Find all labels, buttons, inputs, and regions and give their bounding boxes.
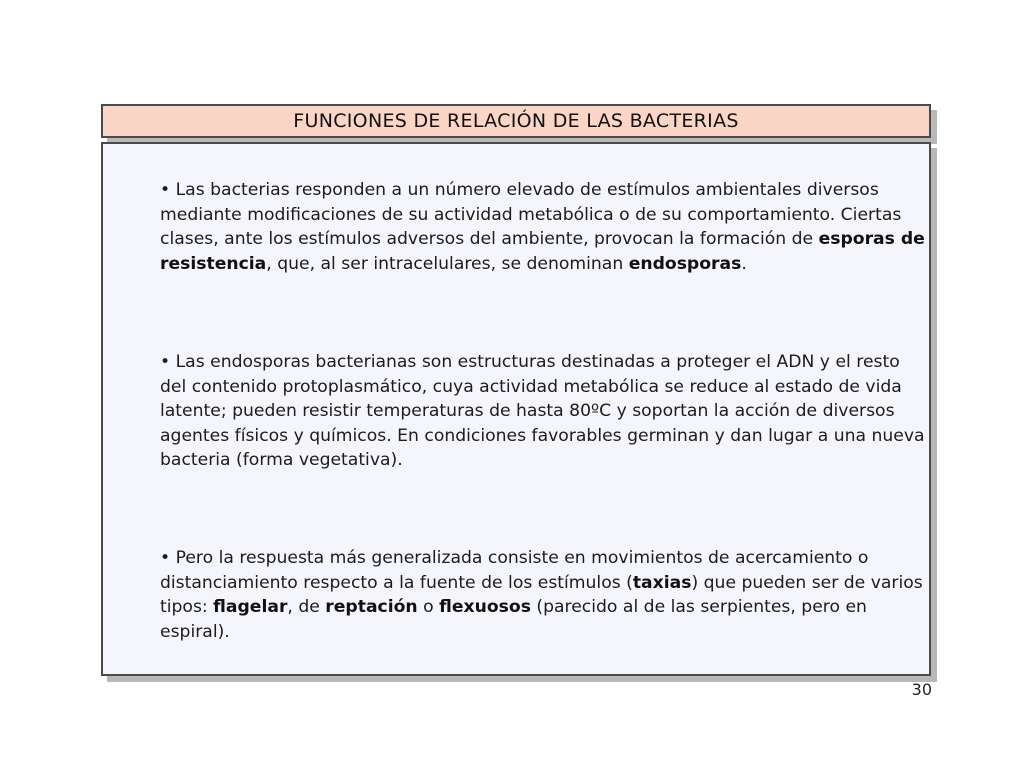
bullet: • bbox=[160, 548, 171, 568]
paragraph-text: Las bacterias responden a un número elevado de estímulos ambientales diversos mediante modificaciones de su actividad metabólica o de su comportamiento. Ciertas clases, ante los estímulos adversos del ambiente, provocan la formación de bbox=[160, 180, 902, 250]
term-reptacion: reptación bbox=[325, 597, 418, 618]
bullet: • bbox=[160, 180, 171, 200]
title-bar bbox=[101, 104, 931, 138]
paragraph-text: , de bbox=[287, 597, 326, 618]
paragraph-taxias bbox=[160, 546, 928, 644]
paragraph-text: . bbox=[741, 253, 747, 274]
term-taxias: taxias bbox=[632, 572, 692, 593]
page-number: 30 bbox=[911, 680, 932, 699]
bullet: • bbox=[160, 352, 171, 372]
paragraph-endospores bbox=[160, 350, 928, 473]
paragraph-text: Pero la respuesta más generalizada consiste en movimientos de acercamiento o distanciamiento respecto a la fuente de los estímulos ( bbox=[160, 548, 869, 593]
term-flexuosos: flexuosos bbox=[439, 597, 531, 618]
term-esporas-de-resistencia: esporas de resistencia bbox=[160, 229, 925, 274]
paragraph-text: o bbox=[417, 597, 440, 618]
paragraph-text: Las endosporas bacterianas son estructuras destinadas a proteger el ADN y el resto del contenido protoplasmático, cuya actividad metabólica se reduce al estado de vida latente; pueden resistir temperaturas de hasta 80ºC y soportan la acción de diversos agentes físicos y químicos. En condiciones favorables germinan y dan lugar a una nueva bacteria (forma vegetativa). bbox=[160, 352, 925, 471]
term-endosporas: endosporas bbox=[628, 253, 742, 274]
content-box bbox=[101, 142, 931, 676]
paragraph-text: , que, al ser intracelulares, se denominan bbox=[266, 253, 629, 274]
paragraph-spore-response bbox=[160, 178, 928, 276]
paragraph-text: ) que pueden ser de varios tipos: bbox=[160, 572, 923, 618]
slide-title: FUNCIONES DE RELACIÓN DE LAS BACTERIAS bbox=[293, 110, 739, 132]
term-flagelar: flagelar bbox=[213, 597, 288, 618]
paragraph-text: (parecido al de las serpientes, pero en espiral). bbox=[160, 597, 867, 642]
